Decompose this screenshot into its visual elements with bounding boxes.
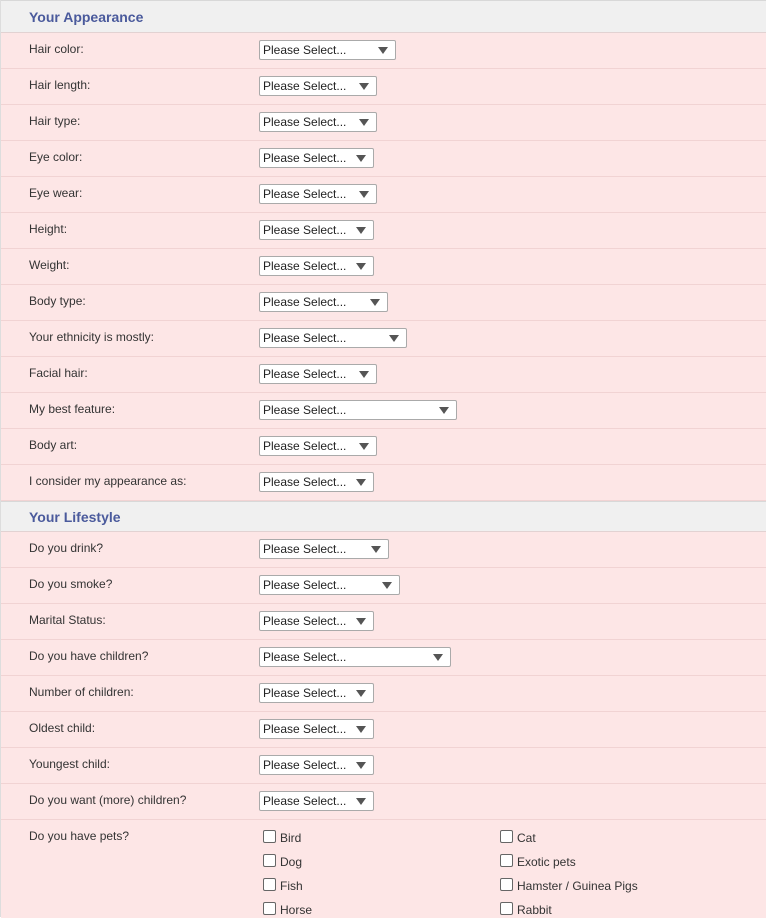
select-value: Please Select... — [263, 187, 347, 201]
select-value: Please Select... — [263, 295, 347, 309]
field-row-want-children — [1, 784, 766, 820]
youngest-child-select[interactable] — [259, 755, 374, 775]
field-label: Height: — [29, 222, 68, 236]
field-row-body-art — [1, 429, 766, 465]
field-row-facial-hair — [1, 357, 766, 393]
select-value: Please Select... — [263, 223, 347, 237]
pet-label: Cat — [517, 831, 536, 845]
pet-checkbox-fish[interactable] — [263, 878, 276, 891]
select-value: Please Select... — [263, 614, 347, 628]
field-row-eye-color — [1, 141, 766, 177]
pet-label: Exotic pets — [517, 855, 576, 869]
field-label: Facial hair: — [29, 366, 88, 380]
pet-checkbox-horse[interactable] — [263, 902, 276, 915]
select-value: Please Select... — [263, 650, 347, 664]
field-row-youngest-child — [1, 748, 766, 784]
chevron-down-icon — [359, 443, 369, 450]
pet-label: Horse — [280, 903, 313, 917]
ethnicity-select[interactable] — [259, 328, 407, 348]
field-row-ethnicity — [1, 321, 766, 357]
chevron-down-icon — [370, 299, 380, 306]
pet-label: Rabbit — [517, 903, 552, 917]
field-label: Do you have pets? — [29, 829, 130, 843]
field-row-smoke — [1, 568, 766, 604]
eye-wear-select[interactable] — [259, 184, 377, 204]
field-label: Eye wear: — [29, 186, 83, 200]
field-label: Hair type: — [29, 114, 81, 128]
select-value: Please Select... — [263, 686, 347, 700]
field-label: Do you smoke? — [29, 577, 113, 591]
chevron-down-icon — [371, 546, 381, 553]
chevron-down-icon — [433, 654, 443, 661]
field-row-hair-color — [1, 33, 766, 69]
chevron-down-icon — [356, 479, 366, 486]
number-of-children-select[interactable] — [259, 683, 374, 703]
pet-label: Bird — [280, 831, 302, 845]
field-label: Do you want (more) children? — [29, 793, 187, 807]
pet-checkbox-bird[interactable] — [263, 830, 276, 843]
pet-checkbox-cat[interactable] — [500, 830, 513, 843]
pet-checkbox-hamster[interactable] — [500, 878, 513, 891]
chevron-down-icon — [356, 618, 366, 625]
chevron-down-icon — [439, 407, 449, 414]
pet-label: Fish — [280, 879, 303, 893]
weight-select[interactable] — [259, 256, 374, 276]
pet-checkbox-rabbit[interactable] — [500, 902, 513, 915]
select-value: Please Select... — [263, 722, 347, 736]
field-label: Youngest child: — [29, 757, 110, 771]
chevron-down-icon — [359, 119, 369, 126]
field-label: Weight: — [29, 258, 70, 272]
hair-color-select[interactable] — [259, 40, 396, 60]
select-value: Please Select... — [263, 542, 347, 556]
select-value: Please Select... — [263, 794, 347, 808]
select-value: Please Select... — [263, 475, 347, 489]
select-value: Please Select... — [263, 151, 347, 165]
chevron-down-icon — [356, 690, 366, 697]
chevron-down-icon — [389, 335, 399, 342]
best-feature-select[interactable] — [259, 400, 457, 420]
chevron-down-icon — [382, 582, 392, 589]
field-label: Eye color: — [29, 150, 83, 164]
field-label: My best feature: — [29, 402, 116, 416]
select-value: Please Select... — [263, 115, 347, 129]
select-value: Please Select... — [263, 259, 347, 273]
eye-color-select[interactable] — [259, 148, 374, 168]
field-label: Hair color: — [29, 42, 84, 56]
field-label: Hair length: — [29, 78, 91, 92]
body-type-select[interactable] — [259, 292, 388, 312]
marital-status-select[interactable] — [259, 611, 374, 631]
select-value: Please Select... — [263, 331, 347, 345]
field-row-height — [1, 213, 766, 249]
chevron-down-icon — [356, 263, 366, 270]
chevron-down-icon — [356, 155, 366, 162]
field-row-hair-length — [1, 69, 766, 105]
field-row-marital-status — [1, 604, 766, 640]
field-row-weight — [1, 249, 766, 285]
height-select[interactable] — [259, 220, 374, 240]
field-label: Body art: — [29, 438, 78, 452]
field-row-appearance-rating — [1, 465, 766, 501]
facial-hair-select[interactable] — [259, 364, 377, 384]
field-row-oldest-child — [1, 712, 766, 748]
chevron-down-icon — [356, 762, 366, 769]
chevron-down-icon — [356, 227, 366, 234]
field-label: Oldest child: — [29, 721, 96, 735]
select-value: Please Select... — [263, 403, 347, 417]
have-children-select[interactable] — [259, 647, 451, 667]
field-row-number-of-children — [1, 676, 766, 712]
chevron-down-icon — [356, 798, 366, 805]
field-row-body-type — [1, 285, 766, 321]
field-label: Do you have children? — [29, 649, 149, 663]
chevron-down-icon — [359, 83, 369, 90]
hair-type-select[interactable] — [259, 112, 377, 132]
section-header-appearance: Your Appearance — [1, 0, 766, 33]
field-row-have-children — [1, 640, 766, 676]
appearance-rating-select[interactable] — [259, 472, 374, 492]
want-children-select[interactable] — [259, 791, 374, 811]
chevron-down-icon — [356, 726, 366, 733]
oldest-child-select[interactable] — [259, 719, 374, 739]
pet-checkbox-exotic[interactable] — [500, 854, 513, 867]
field-label: Do you drink? — [29, 541, 104, 555]
hair-length-select[interactable] — [259, 76, 377, 96]
select-value: Please Select... — [263, 367, 347, 381]
pet-label: Dog — [280, 855, 303, 869]
pet-label: Hamster / Guinea Pigs — [517, 879, 638, 893]
pet-checkbox-dog[interactable] — [263, 854, 276, 867]
smoke-select[interactable] — [259, 575, 400, 595]
chevron-down-icon — [378, 47, 388, 54]
select-value: Please Select... — [263, 43, 347, 57]
field-label: I consider my appearance as: — [29, 474, 187, 488]
field-row-pets — [1, 820, 766, 918]
field-label: Marital Status: — [29, 613, 106, 627]
field-row-eye-wear — [1, 177, 766, 213]
drink-select[interactable] — [259, 539, 389, 559]
body-art-select[interactable] — [259, 436, 377, 456]
select-value: Please Select... — [263, 79, 347, 93]
field-label: Your ethnicity is mostly: — [29, 330, 154, 344]
field-row-drink — [1, 532, 766, 568]
select-value: Please Select... — [263, 758, 347, 772]
field-row-hair-type — [1, 105, 766, 141]
field-row-best-feature — [1, 393, 766, 429]
chevron-down-icon — [359, 191, 369, 198]
section-header-lifestyle: Your Lifestyle — [1, 501, 766, 532]
field-label: Number of children: — [29, 685, 134, 699]
field-label: Body type: — [29, 294, 86, 308]
select-value: Please Select... — [263, 439, 347, 453]
select-value: Please Select... — [263, 578, 347, 592]
chevron-down-icon — [359, 371, 369, 378]
